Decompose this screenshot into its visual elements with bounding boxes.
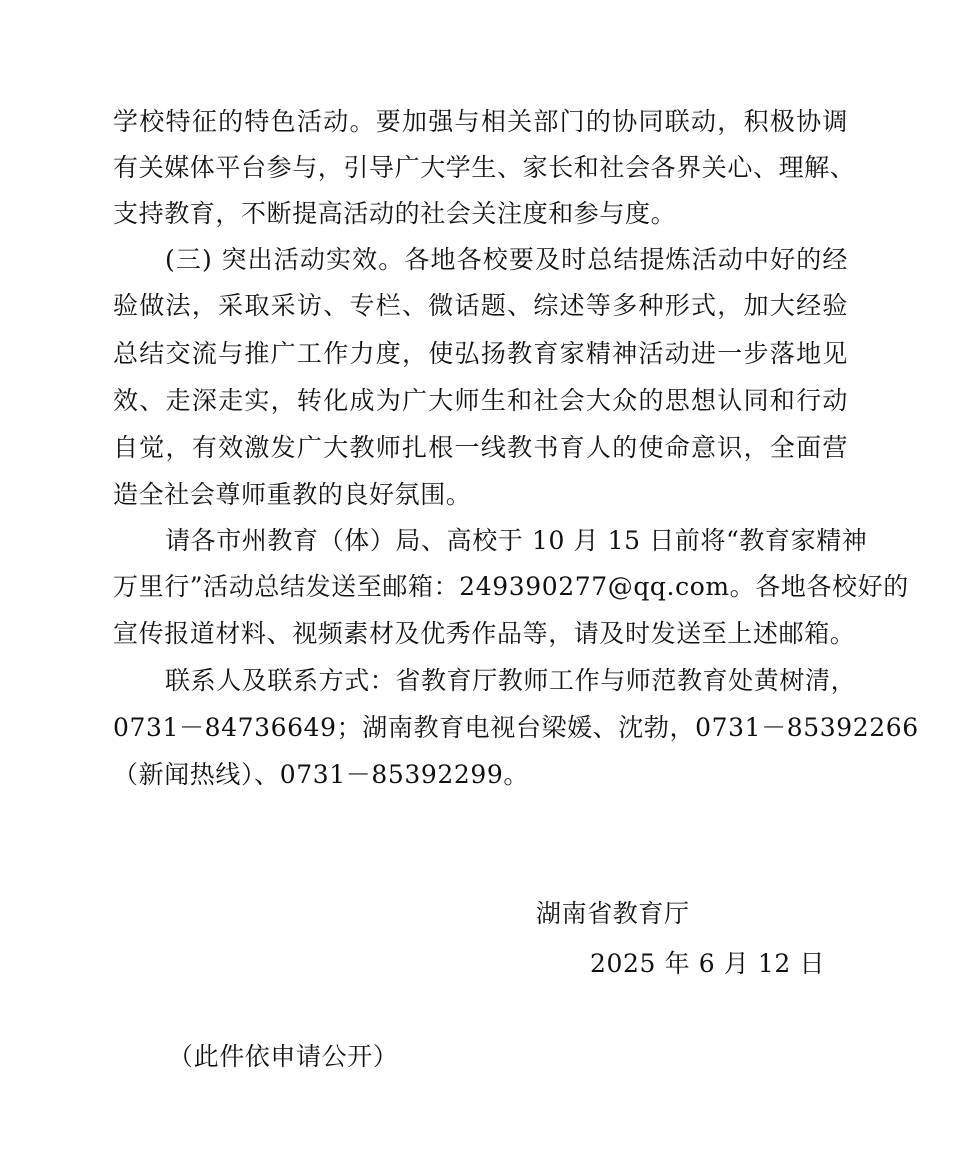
issue-date: 2025 年 6 月 12 日	[590, 949, 826, 978]
text-line: 有关媒体平台参与，引导广大学生、家长和社会各界关心、理解、	[113, 153, 856, 182]
text-line: 联系人及联系方式：省教育厅教师工作与师范教育处黄树清，	[165, 666, 857, 695]
text-line: 验做法，采取采访、专栏、微话题、综述等多种形式，加大经验	[113, 291, 848, 320]
text-line: 请各市州教育（体）局、高校于 10 月 15 日前将“教育家精神	[165, 526, 868, 555]
text-line: 0731－84736649；湖南教育电视台梁媛、沈勃，0731－85392266	[113, 713, 919, 742]
text-line: 学校特征的特色活动。要加强与相关部门的协同联动，积极协调	[113, 107, 848, 136]
text-line: 宣传报道材料、视频素材及优秀作品等，请及时发送至上述邮箱。	[113, 619, 856, 648]
text-line: (三) 突出活动实效。各地各校要及时总结提炼活动中好的经	[165, 245, 848, 274]
text-line: 万里行”活动总结发送至邮箱：249390277@qq.com。各地各校好的	[113, 572, 909, 601]
text-line: （新闻热线）、0731－85392299。	[113, 760, 529, 789]
text-line: 效、走深走实，转化成为广大师生和社会大众的思想认同和行动	[113, 386, 848, 415]
text-line: 支持教育，不断提高活动的社会关注度和参与度。	[113, 199, 677, 228]
disclosure-note: （此件依申请公开）	[168, 1042, 399, 1071]
text-line: 造全社会尊师重教的良好氛围。	[113, 480, 472, 509]
text-line: 自觉，有效激发广大教师扎根一线教书育人的使命意识，全面营	[113, 433, 848, 462]
issuer-name: 湖南省教育厅	[536, 899, 690, 928]
text-line: 总结交流与推广工作力度，使弘扬教育家精神活动进一步落地见	[113, 339, 848, 368]
